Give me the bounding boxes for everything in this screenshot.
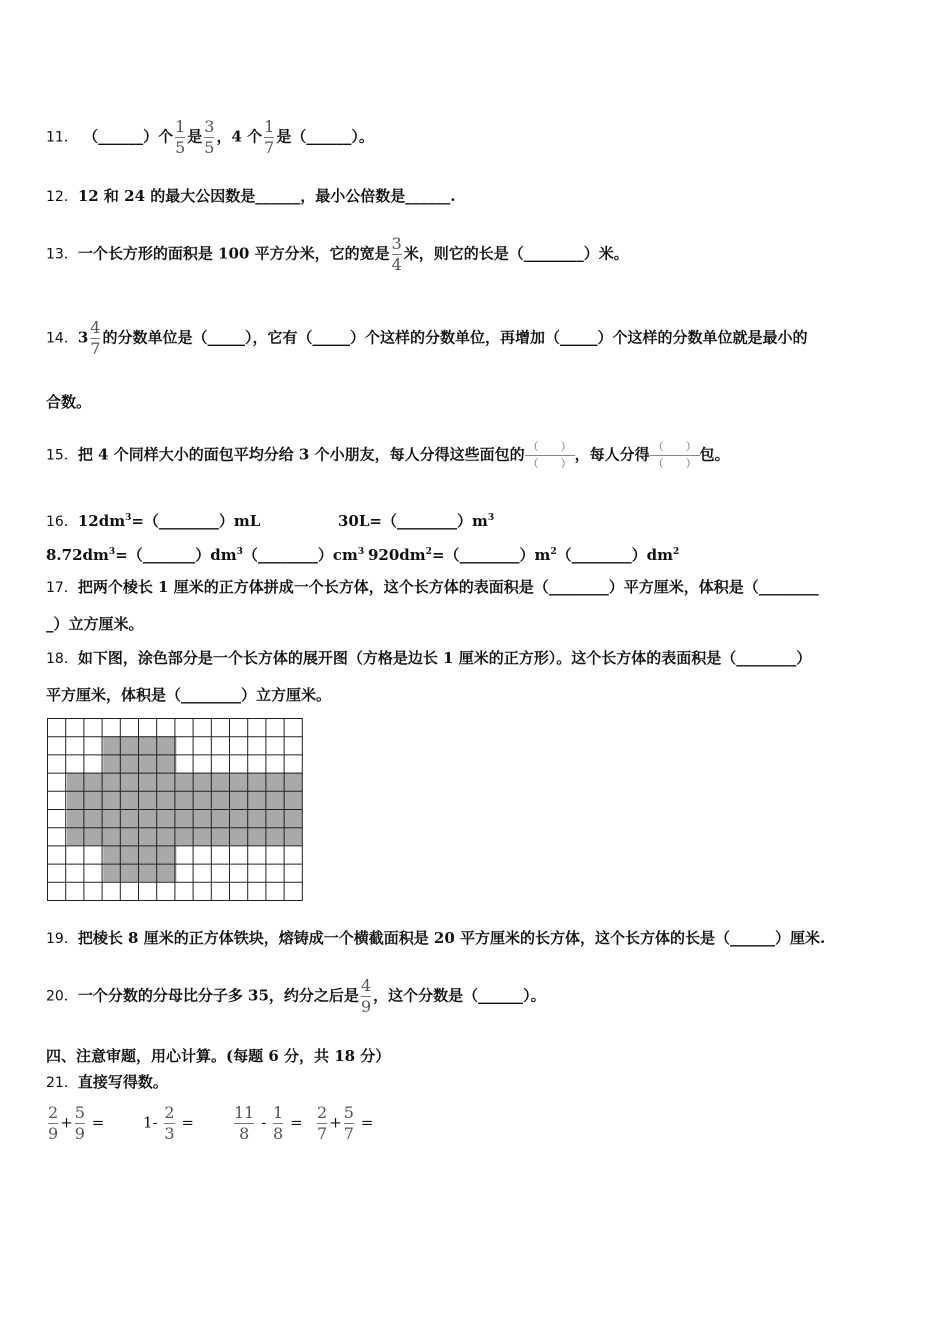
text: 的分数单位是（_____），它有（_____）个这样的分数单位，再增加（_____）个这样的分数单位就是最小的 — [102, 328, 808, 347]
question-number: 12． — [46, 189, 78, 205]
question-number: 15． — [46, 447, 78, 464]
text: 是（______）。 — [276, 127, 374, 146]
text: 如下图，涂色部分是一个长方体的展开图（方格是边长 1 厘米的正方形）。这个长方体的表面积是（________） — [77, 649, 812, 667]
operator: + — [60, 1113, 73, 1132]
text: _）立方厘米。 — [46, 615, 144, 633]
text: 把两个棱长 1 厘米的正方体拼成一个长方体，这个长方体的表面积是（________）平方厘米，体积是（________ — [77, 578, 819, 596]
superscript: 3 — [108, 547, 116, 557]
denominator: 7 — [317, 1124, 328, 1143]
blank-denominator: （ ） — [527, 457, 572, 470]
question-11 — [46, 118, 374, 157]
fraction — [392, 235, 402, 274]
fraction — [344, 1104, 354, 1143]
text: ，每人分得 — [574, 445, 650, 464]
calc-item-3 — [232, 1104, 303, 1143]
superscript: 3 — [125, 513, 132, 523]
section-heading — [46, 1046, 390, 1066]
operator: - — [261, 1113, 267, 1132]
text: =（_______）dm — [115, 546, 237, 564]
numerator: 1 — [273, 1103, 284, 1122]
numerator: 2 — [48, 1103, 59, 1122]
denominator: 4 — [391, 255, 402, 274]
question-17-continued — [46, 614, 144, 634]
text: 包。 — [699, 445, 730, 464]
denominator: 9 — [360, 997, 372, 1016]
text: 30L=（________）m — [338, 512, 488, 530]
numerator: 1 — [264, 117, 275, 136]
question-number: 14． — [46, 330, 78, 347]
text: 12 和 24 的最大公因数是______，最小公倍数是______. — [77, 187, 456, 205]
numerator: 1 — [175, 117, 186, 136]
text: =（________）m — [431, 546, 551, 564]
text: 合数。 — [46, 393, 92, 411]
text: 把 4 个同样大小的面包平均分给 3 个小朋友，每人分得这些面包的 — [77, 445, 525, 464]
superscript: 3 — [236, 547, 243, 557]
fraction — [164, 1104, 174, 1143]
numerator: 2 — [317, 1103, 328, 1122]
question-19 — [46, 928, 825, 949]
fraction — [273, 1104, 283, 1143]
numerator: 2 — [164, 1103, 175, 1122]
equals: = — [181, 1113, 194, 1132]
question-number: 20． — [46, 988, 78, 1005]
numerator: 3 — [204, 117, 215, 136]
question-12 — [46, 186, 455, 207]
text: （______）个 — [83, 127, 174, 146]
denominator: 8 — [239, 1124, 250, 1143]
blank-denominator: （ ） — [652, 457, 697, 470]
question-number: 11． — [46, 129, 78, 146]
superscript: 2 — [550, 547, 557, 557]
operator: + — [329, 1113, 342, 1132]
denominator: 9 — [48, 1124, 59, 1143]
question-number: 17． — [46, 580, 78, 596]
denominator: 7 — [90, 339, 101, 358]
question-number: 16． — [46, 514, 78, 530]
fraction — [234, 1104, 254, 1143]
numerator: 4 — [90, 318, 101, 337]
superscript: 2 — [425, 547, 432, 557]
question-17 — [46, 577, 819, 598]
question-16-row-1b — [338, 508, 494, 531]
superscript: 3 — [487, 513, 495, 523]
fraction — [48, 1104, 58, 1143]
denominator: 7 — [343, 1124, 354, 1143]
numerator: 5 — [343, 1103, 354, 1122]
blank-fraction — [650, 440, 700, 471]
question-18-continued — [46, 685, 331, 705]
calc-item-2 — [143, 1104, 194, 1143]
operator: 1- — [143, 1113, 158, 1132]
text: 8.72dm — [46, 546, 109, 564]
section-title: 四、注意审题，用心计算。(每题 6 分，共 18 分） — [46, 1047, 391, 1065]
denominator: 3 — [164, 1124, 175, 1143]
question-number: 19． — [46, 931, 78, 947]
text: 米，则它的长是（________）米。 — [403, 244, 629, 263]
equals: = — [289, 1113, 303, 1132]
equals: = — [360, 1113, 374, 1132]
text: （________）dm — [556, 546, 674, 564]
text: ，4 个 — [216, 127, 263, 146]
question-16-row-2b — [368, 542, 679, 565]
text: 是 — [187, 127, 203, 146]
question-number: 21． — [46, 1075, 78, 1091]
question-21 — [46, 1072, 168, 1093]
question-16-row-2 — [46, 542, 364, 565]
question-15 — [46, 440, 730, 471]
text: ，这个分数是（______）。 — [373, 986, 546, 1005]
fraction — [317, 1104, 327, 1143]
blank-numerator: （ ） — [652, 440, 697, 453]
text: 把棱长 8 厘米的正方体铁块，熔铸成一个横截面积是 20 平方厘米的长方体，这个长方体的长是（______）厘米. — [77, 929, 826, 947]
question-13 — [46, 235, 629, 274]
text: 一个分数的分母比分子多 35，约分之后是 — [77, 986, 359, 1005]
superscript: 2 — [673, 547, 680, 557]
numerator: 5 — [74, 1103, 85, 1122]
text: =（________）mL — [131, 512, 261, 530]
cuboid-net-grid — [47, 718, 303, 902]
question-number: 18． — [46, 651, 78, 667]
superscript: 3 — [357, 547, 365, 557]
text: （________）cm — [242, 546, 358, 564]
numerator: 4 — [360, 976, 372, 995]
denominator: 8 — [273, 1124, 284, 1143]
fraction — [204, 118, 214, 157]
question-20 — [46, 977, 546, 1016]
fraction — [264, 118, 274, 157]
calc-item-4 — [315, 1104, 373, 1143]
numerator: 11 — [234, 1103, 255, 1122]
text: 一个长方形的面积是 100 平方分米，它的宽是 — [77, 244, 390, 263]
fraction — [75, 1104, 85, 1143]
text: 920dm — [368, 546, 426, 564]
denominator: 9 — [74, 1124, 85, 1143]
equals: = — [91, 1113, 105, 1132]
question-14 — [46, 319, 807, 358]
numerator: 3 — [391, 234, 402, 253]
question-18 — [46, 648, 811, 669]
denominator: 5 — [204, 138, 215, 157]
fraction — [90, 319, 100, 358]
mixed-whole: 3 — [77, 328, 89, 347]
question-number: 13． — [46, 246, 78, 263]
question-16-row-1 — [46, 508, 260, 532]
fraction — [361, 977, 371, 1016]
text: 12dm — [77, 512, 126, 530]
calc-item-1 — [46, 1104, 104, 1143]
text: 平方厘米，体积是（________）立方厘米。 — [46, 686, 332, 704]
question-14-continued — [46, 392, 91, 412]
denominator: 7 — [264, 138, 275, 157]
text: 直接写得数。 — [77, 1073, 168, 1091]
fraction — [175, 118, 185, 157]
denominator: 5 — [175, 138, 186, 157]
blank-fraction — [525, 440, 575, 471]
blank-numerator: （ ） — [527, 440, 572, 453]
